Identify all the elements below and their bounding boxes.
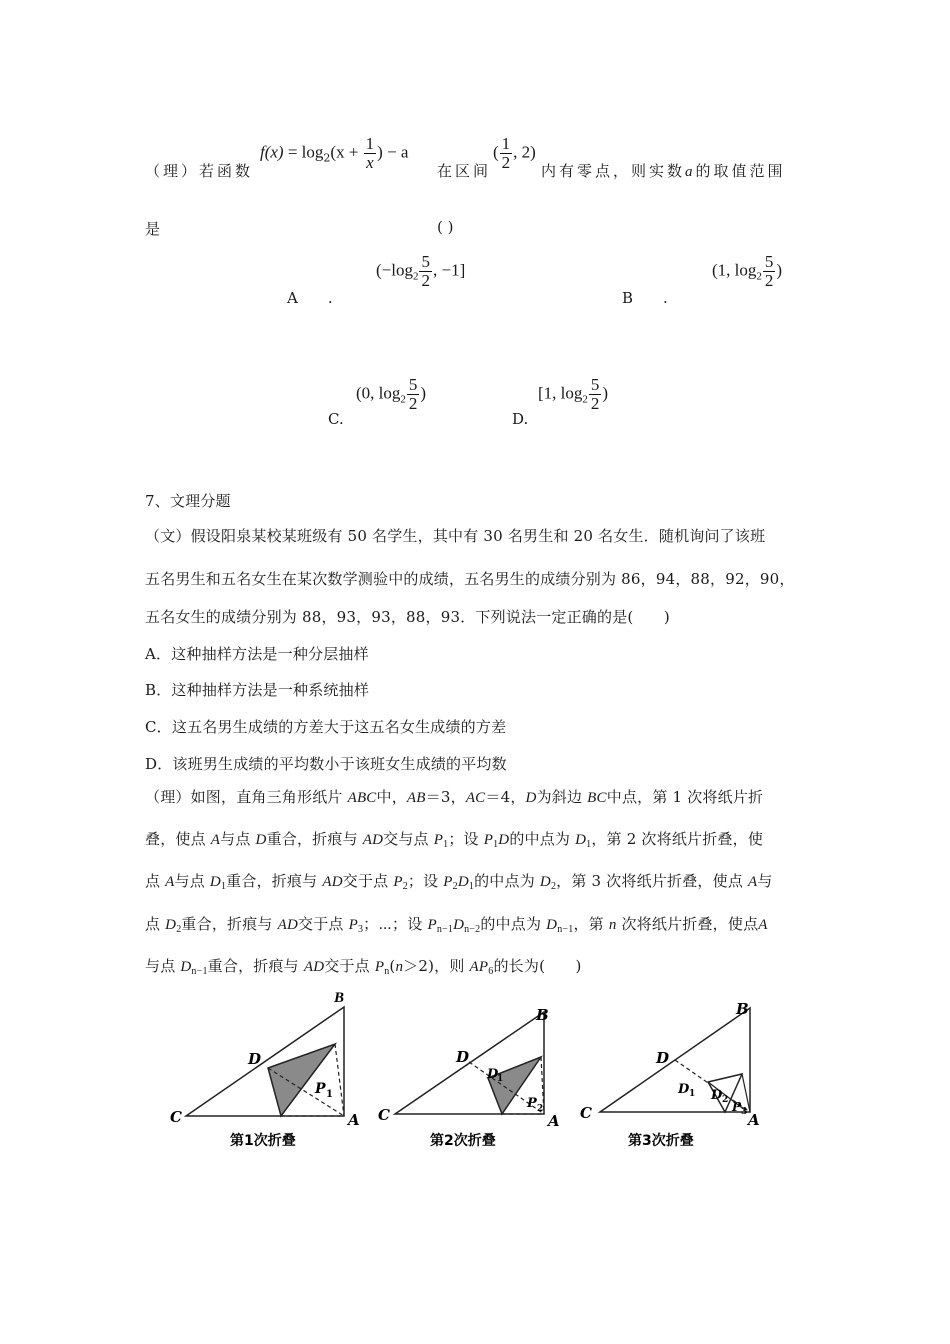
label-a-1: A	[348, 1111, 360, 1129]
label-d-2: D	[456, 1048, 470, 1066]
figure-background	[160, 985, 795, 1155]
caption-fold-2: 第2次折叠	[430, 1133, 496, 1149]
label-d1-2: D	[487, 1067, 499, 1082]
q7-wen-line-1: （文）假设阳泉某校某班级有 50 名学生，其中有 30 名男生和 20 名女生．随机询问了该班	[145, 527, 766, 545]
label-a-2: A	[548, 1112, 560, 1130]
label-p1-sub: 1	[326, 1089, 333, 1100]
label-b-1: B	[334, 990, 345, 1006]
q6-option-b-label: B .	[622, 289, 668, 307]
q6-function: $f(x) = \log_2(x$ + $\frac{1}{x}$ ) − a	[260, 134, 409, 172]
q6-option-c-expr: (0, $\log_2$ $\frac{5}{2}$ )	[356, 375, 427, 413]
label-c-2: C	[378, 1106, 390, 1124]
q6-option-b-expr: (1, $\log_2$ $\frac{5}{2}$ )	[712, 252, 783, 290]
q6-suffix: 内有零点，则实数a的取值范围	[541, 162, 786, 180]
label-d1-3-sub: 1	[689, 1089, 696, 1099]
q6-blank: ( )	[437, 218, 454, 236]
q7-wen-option-a: A．这种抽样方法是一种分层抽样	[145, 645, 369, 663]
label-c-1: C	[170, 1108, 182, 1126]
q6-option-d-label: D.	[512, 410, 529, 428]
label-d2-3-sub: 2	[722, 1095, 729, 1105]
q7-wen-line-3: 五名女生的成绩分别为 88，93，93，88，93．下列说法一定正确的是( )	[145, 608, 670, 626]
q7-li-line-1: （理）如图，直角三角形纸片 ABC中，AB＝3，AC＝4，D为斜边 BC中点，第 1 次将纸片折	[145, 788, 764, 806]
q6-interval-text: 在区间	[437, 162, 492, 180]
q7-wen-option-d: D．该班男生成绩的平均数小于该班女生成绩的平均数	[145, 755, 507, 773]
label-d1-3: D	[678, 1082, 690, 1097]
q6-option-d-expr: [1, $\log_2$ $\frac{5}{2}$ )	[538, 375, 609, 413]
label-c-3: C	[580, 1104, 592, 1122]
caption-fold-3: 第3次折叠	[628, 1133, 694, 1149]
q6-interval: ( $\frac{1}{2}$ , 2)	[493, 134, 536, 172]
q7-li-line-5: 与点 $D_{n-1}$重合，折痕与 AD交于点 $P_n(n>2)$，则 $AP_6$的长为( )	[145, 957, 582, 977]
q7-li-line-2: 叠，使点 A与点 D重合，折痕与 AD交与点 $P_1$；设 $P_1D$的中点为 $D_1$，第 2 次将纸片折叠，使	[145, 830, 764, 850]
q6-prefix: （理）若函数	[145, 162, 254, 180]
label-p2-2-sub: 2	[537, 1104, 544, 1114]
label-p1-1: P	[315, 1081, 326, 1097]
label-a-3: A	[748, 1111, 760, 1129]
q7-wen-line-2: 五名男生和五名女生在某次数学测验中的成绩，五名男生的成绩分别为 86，94，88，92，90，	[145, 570, 795, 588]
label-p3-3-sub: 3	[741, 1107, 748, 1117]
q6-option-a-label: A .	[287, 289, 333, 307]
label-p3-3: P	[732, 1100, 742, 1114]
q6-option-a-expr: ($-\log_2$ $\frac{5}{2}$ , −1]	[376, 252, 466, 290]
q6-option-c-label: C.	[328, 410, 344, 428]
label-b-2: B	[536, 1006, 549, 1024]
label-b-3: B	[736, 1000, 749, 1018]
q7-wen-option-b: B．这种抽样方法是一种系统抽样	[145, 681, 370, 699]
caption-fold-1: 第1次折叠	[230, 1133, 296, 1149]
label-d2-3: D	[711, 1088, 723, 1103]
label-d-3: D	[656, 1049, 670, 1067]
q7-heading: 7、文理分题	[145, 492, 231, 510]
q6-frac: $\frac{1}{x}$	[365, 134, 375, 172]
q6-line2: 是	[145, 220, 161, 238]
q7-li-line-4: 点 $D_2$重合，折痕与 AD交于点 $P_3$；⋯；设 $P_{n-1}D_{n-2}$的中点为 $D_{n-1}$，第 n 次将纸片折叠，使点A	[145, 915, 768, 935]
q7-wen-option-c: C．这五名男生成绩的方差大于这五名女生成绩的方差	[145, 718, 507, 736]
q7-li-line-3: 点 A与点 $D_1$重合，折痕与 AD交于点 $P_2$；设 $P_2D_1$的中点为 $D_2$，第 3 次将纸片折叠，使点 A与	[145, 872, 773, 892]
label-d1-2-sub: 1	[497, 1074, 504, 1084]
label-p2-2: P	[527, 1096, 537, 1111]
label-d-1: D	[248, 1050, 262, 1068]
folding-figure	[0, 985, 950, 1185]
